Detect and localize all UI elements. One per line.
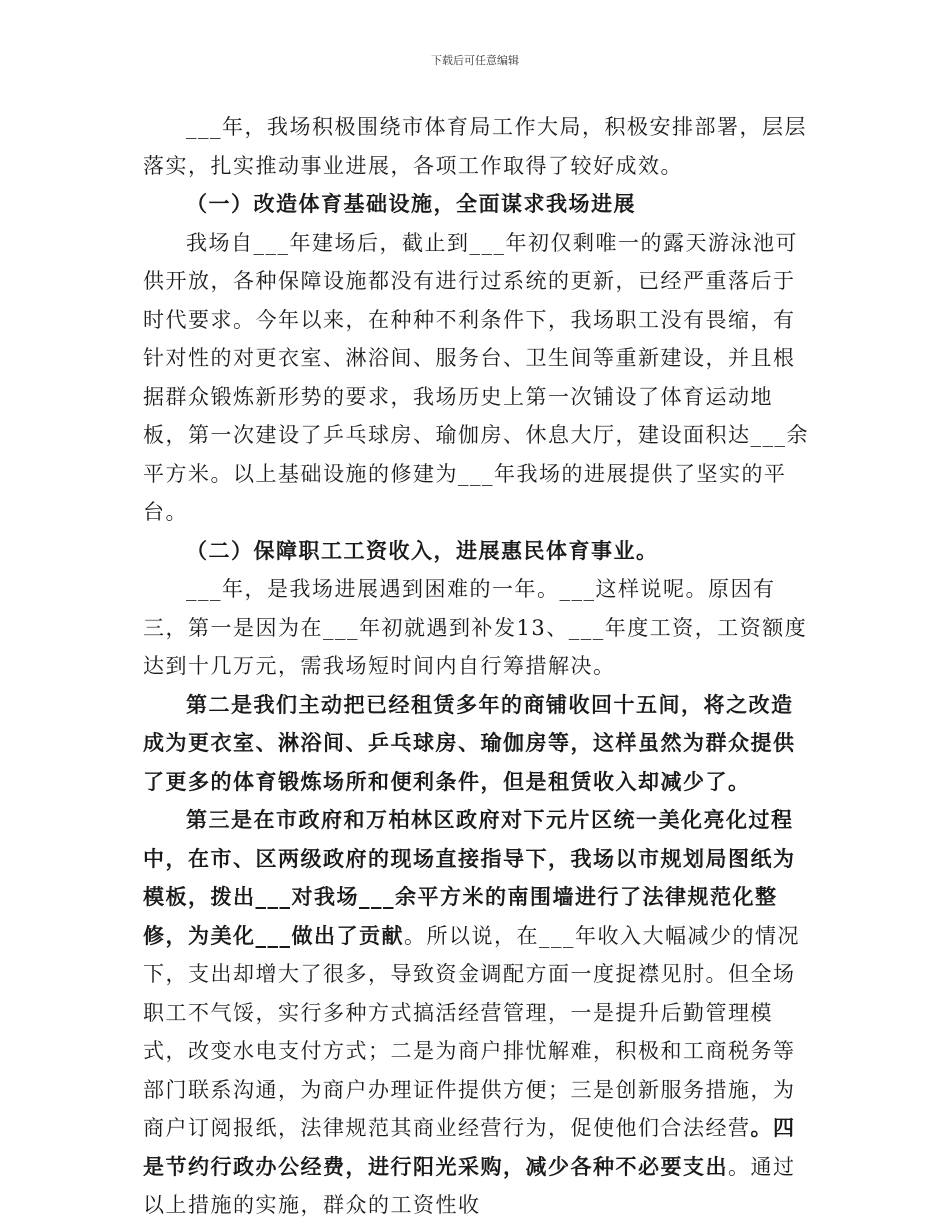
reason-3-normal-text-2: 。通过以上措施的实施，群众的工资性收 bbox=[143, 1154, 796, 1217]
document-body bbox=[143, 108, 813, 1225]
paragraph-reason-1: ___年，是我场进展遇到困难的一年。___这样说呢。原因有三，第一是因为在___年初就遇到补发13、___年度工资，工资额度达到十几万元，需我场短时间内自行筹措解决。 bbox=[143, 577, 808, 678]
reason-3-bold-text-2: 。四是节约行政办公经费，进行阳光采购，减少各种不必要支出 bbox=[143, 1115, 796, 1179]
reason-3-bold-text: 第三是在市政府和万柏林区政府对下元片区统一美化亮化过程中，在市、区两级政府的现场直接指导下，我场以市规划局图纸为模板，拨出___对我场___余平方米的南围墙进行了法律规范化整修，为美化___做出了贡献 bbox=[143, 807, 796, 948]
paragraph-intro: ___年，我场积极围绕市体育局工作大局，积极安排部署，层层落实，扎实推动事业进展，各项工作取得了较好成效。 bbox=[143, 115, 807, 178]
paragraph-reason-2: 第二是我们主动把已经租赁多年的商铺收回十五间，将之改造成为更衣室、淋浴间、乒乓球房、瑜伽房等，这样虽然为群众提供了更多的体育锻炼场所和便利条件，但是租赁收入却减少了。 bbox=[143, 691, 796, 794]
paragraph-section-1: 我场自___年建场后，截止到___年初仅剩唯一的露天游泳池可供开放，各种保障设施都没有进行过系统的更新，已经严重落后于时代要求。今年以来，在种种不利条件下，我场职工没有畏缩，有针对性的对更衣室、淋浴间、服务台、卫生间等重新建设，并且根据群众锻炼新形势的要求，我场历史上第一次铺设了体育运动地板，第一次建设了乒乓球房、瑜伽房、休息大厅，建设面积达___余平方米。以上基础设施的修建为___年我场的进展提供了坚实的平台。 bbox=[143, 230, 809, 524]
paragraph-reason-3 bbox=[143, 801, 813, 1225]
reason-3-normal-text: 。所以说，在___年收入大幅减少的情况下，支出却增大了很多，导致资金调配方面一度捉襟见肘。但全场职工不气馁，实行多种方式搞活经营管理，一是提升后勤管理模式，改变水电支付方式；二是为商户排忧解难，积极和工商税务等部门联系沟通，为商户办理证件提供方便；三是创新服务措施，为商户订阅报纸，法律规范其商业经营行为，促使他们合法经营 bbox=[143, 923, 800, 1140]
section-heading-2: （二）保障职工工资收入，进展惠民体育事业。 bbox=[186, 537, 659, 563]
page-header-note: 下载后可任意编辑 bbox=[431, 54, 519, 67]
section-heading-1: （一）改造体育基础设施，全面谋求我场进展 bbox=[186, 191, 636, 216]
